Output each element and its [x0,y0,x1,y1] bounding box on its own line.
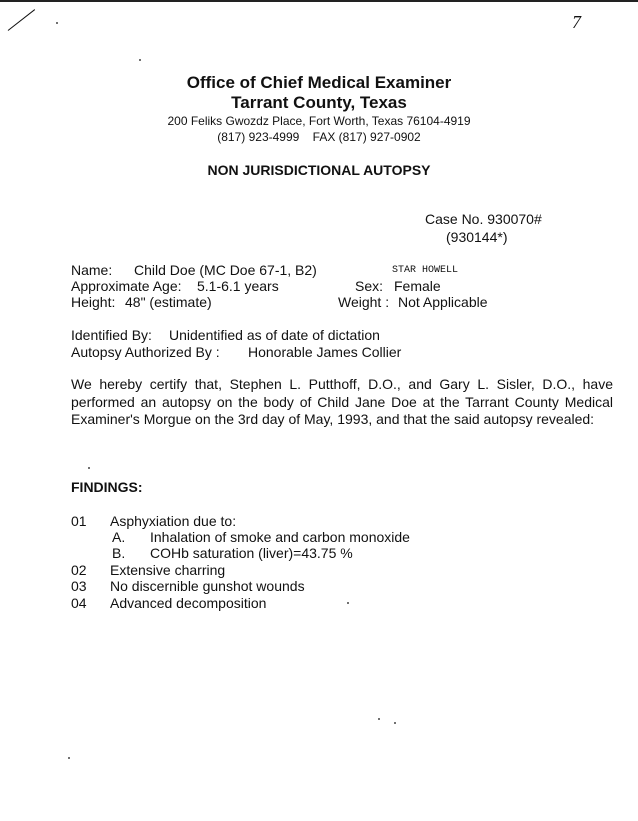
finding-text: Extensive charring [110,562,226,578]
finding-sub-number: A. [112,529,126,545]
authorized-by-label: Autopsy Authorized By : [71,344,220,360]
age-value: 5.1-6.1 years [197,278,279,294]
age-label: Approximate Age: [71,278,182,294]
identified-by-label: Identified By: [71,327,152,343]
finding-number: 04 [71,595,87,611]
finding-text: Asphyxiation due to: [110,513,237,529]
height-value: 48" (estimate) [125,294,212,310]
alt-case-number: (930144*) [446,229,508,245]
finding-number: 03 [71,578,87,594]
sex-value: Female [394,278,441,294]
scan-top-border [0,0,638,2]
scan-speck [68,757,70,759]
name-stamp: STAR HOWELL [392,265,459,276]
finding-text: No discernible gunshot wounds [110,578,305,594]
scan-speck [56,22,58,24]
office-title: Office of Chief Medical Examiner [186,73,452,92]
office-phone-fax: (817) 923-4999 FAX (817) 927-0902 [217,130,421,144]
finding-text: Advanced decomposition [110,595,267,611]
weight-label: Weight : [338,294,390,310]
height-label: Height: [71,294,116,310]
page-number: 7 [572,12,581,32]
office-address: 200 Feliks Gwozdz Place, Fort Worth, Texas 76104-4919 [167,114,471,128]
name-value: Child Doe (MC Doe 67-1, B2) [134,262,317,278]
name-label: Name: [71,262,113,278]
scan-speck [378,718,380,720]
scan-speck [139,59,141,61]
finding-number: 02 [71,562,87,578]
scan-speck [88,467,90,469]
sex-label: Sex: [355,278,384,294]
certification-paragraph: We hereby certify that, Stephen L. Putthoff, D.O., and Gary L. Sisler, D.O., have performed an autopsy on the body of Child Jane Doe at the Tarrant County Medical Examiner's Morgue on the 3rd day of May, 1993, and that the said autopsy revealed: [71,376,613,427]
findings-heading: FINDINGS: [71,479,143,495]
document-title: NON JURISDICTIONAL AUTOPSY [207,162,431,178]
scan-speck [394,722,396,724]
finding-sub-text: COHb saturation (liver)=43.75 % [150,545,353,561]
county-title: Tarrant County, Texas [231,93,407,112]
scan-pen-mark [8,9,35,31]
identified-by-value: Unidentified as of date of dictation [169,327,380,343]
case-number: Case No. 930070# [425,211,542,227]
scan-speck [347,602,349,604]
weight-value: Not Applicable [398,294,488,310]
finding-sub-number: B. [112,545,126,561]
authorized-by-value: Honorable James Collier [248,344,402,360]
finding-number: 01 [71,513,87,529]
finding-sub-text: Inhalation of smoke and carbon monoxide [150,529,410,545]
